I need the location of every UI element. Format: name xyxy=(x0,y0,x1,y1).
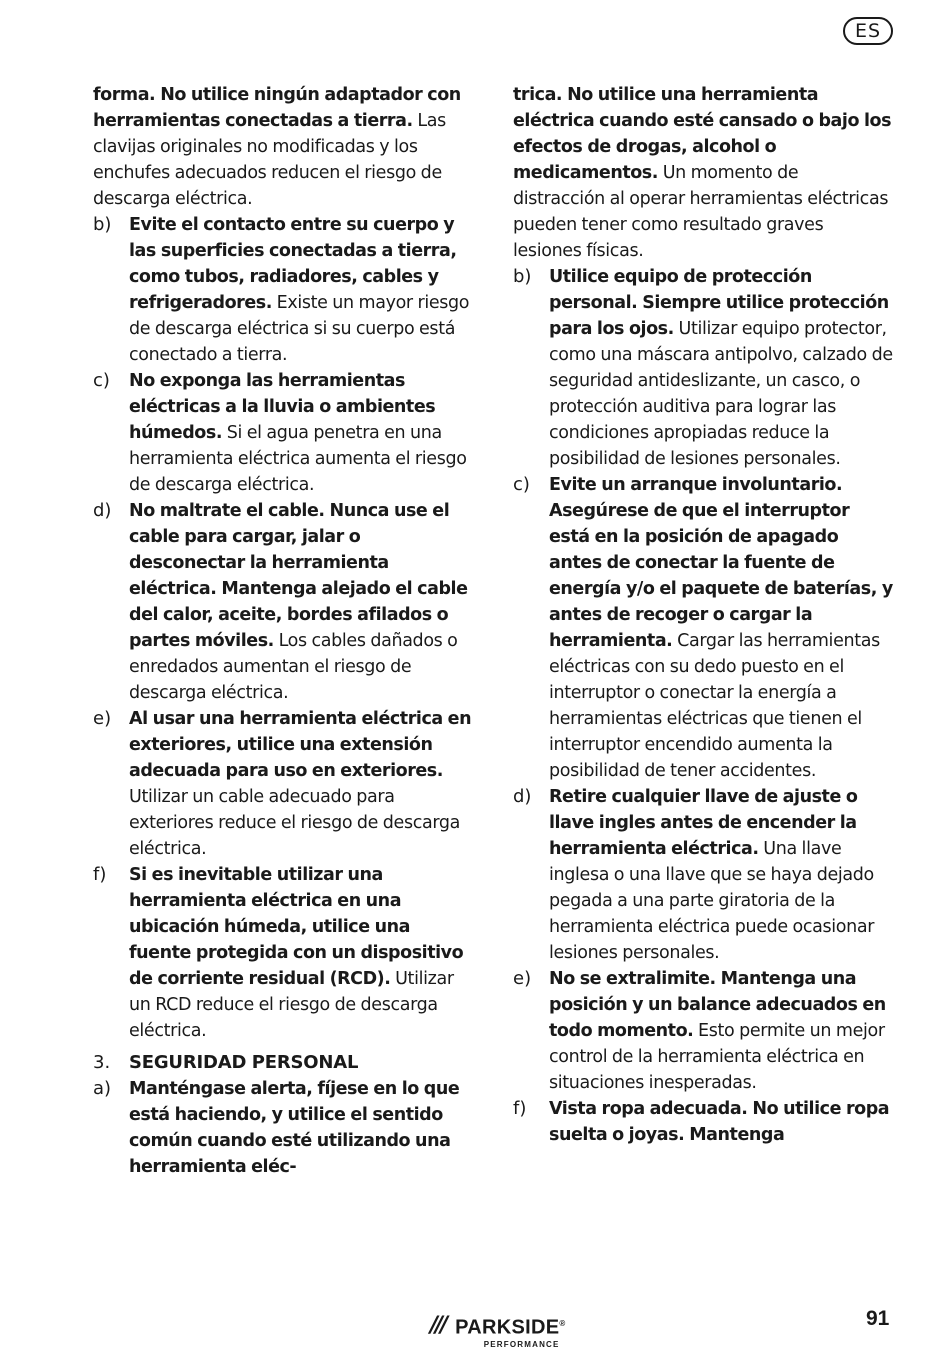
left-column xyxy=(93,82,473,1180)
list-item-bold: Utilice equipo de protección personal. Siempre utilice protección para los ojos. xyxy=(549,267,889,339)
list-item-label: f) xyxy=(93,864,107,885)
list-item-d xyxy=(93,498,473,706)
list-item-f xyxy=(93,862,473,1044)
right-column xyxy=(513,82,893,1148)
right-intro-paragraph xyxy=(513,82,893,264)
section-title: SEGURIDAD PERSONAL xyxy=(129,1052,359,1073)
parkside-logo xyxy=(430,1312,566,1348)
list-item-e xyxy=(513,966,893,1096)
section-number: 3. xyxy=(93,1052,111,1073)
right-intro-text: Un momento de distracción al operar herramientas eléctricas pueden tener como resultado graves lesiones físicas. xyxy=(513,163,889,261)
section-heading xyxy=(93,1050,473,1076)
list-item-b xyxy=(93,212,473,368)
list-item-text: Utilizar un cable adecuado para exteriores reduce el riesgo de descarga eléctrica. xyxy=(129,787,461,859)
list-item-bold: Vista ropa adecuada. No utilice ropa suelta o joyas. Mantenga xyxy=(549,1099,890,1145)
list-item-label: f) xyxy=(513,1098,527,1119)
left-intro-text: Las clavijas originales no modificadas y los enchufes adecuados reducen el riesgo de descarga eléctrica. xyxy=(93,111,446,209)
list-item-text: Los cables dañados o enredados aumentan el riesgo de descarga eléctrica. xyxy=(129,631,458,703)
list-item-e xyxy=(93,706,473,862)
list-item-label: d) xyxy=(513,786,532,807)
list-item-text: Cargar las herramientas eléctricas con su dedo puesto en el interruptor o conectar la energía a herramientas eléctricas que tienen el interruptor encendido aumenta la posibilidad de tener accidentes. xyxy=(549,631,880,781)
list-item-a xyxy=(93,1076,473,1180)
list-item-bold: Retire cualquier llave de ajuste o llave ingles antes de encender la herramienta eléctrica. xyxy=(549,787,858,859)
list-item-f xyxy=(513,1096,893,1148)
left-intro-bold: forma. No utilice ningún adaptador con herramientas conectadas a tierra. xyxy=(93,85,461,131)
list-item-b xyxy=(513,264,893,472)
list-item-text: Esto permite un mejor control de la herramienta eléctrica en situaciones inesperadas. xyxy=(549,1021,885,1093)
list-item-bold: Manténgase alerta, fíjese en lo que está haciendo, y utilice el sentido común cuando esté utilizando una herramienta eléc- xyxy=(129,1079,460,1177)
list-item-bold: Evite un arranque involuntario. Asegúrese de que el interruptor está en la posición de apagado antes de conectar la fuente de energía y/o el paquete de baterías, y antes de recoger o cargar la herramienta. xyxy=(549,475,893,651)
brand-name: PARKSIDE® xyxy=(455,1316,566,1339)
list-item-bold: No se extralimite. Mantenga una posición y un balance adecuados en todo momento. xyxy=(549,969,886,1041)
list-item-text: Utilizar equipo protector, como una máscara antipolvo, calzado de seguridad antideslizante, un casco, o protección auditiva para lograr las condiciones apropiadas reduce la posibilidad de lesiones personales. xyxy=(549,319,893,469)
list-item-c xyxy=(513,472,893,784)
right-intro-bold: trica. No utilice una herramienta eléctrica cuando esté cansado o bajo los efectos de drogas, alcohol o medicamentos. xyxy=(513,85,892,183)
list-item-label: c) xyxy=(93,370,110,391)
list-item-label: c) xyxy=(513,474,530,495)
list-item-label: e) xyxy=(513,968,532,989)
registered-mark: ® xyxy=(559,1319,566,1328)
list-item-label: b) xyxy=(93,214,112,235)
list-item-bold: Evite el contacto entre su cuerpo y las superficies conectadas a tierra, como tubos, radiadores, cables y refrigeradores. xyxy=(129,215,457,313)
list-item-label: d) xyxy=(93,500,112,521)
logo-slashes-icon: /// xyxy=(430,1313,446,1338)
list-item-text: Una llave inglesa o una llave que se haya dejado pegada a una parte giratoria de la herramienta eléctrica puede ocasionar lesiones personales. xyxy=(549,839,875,963)
list-item-c xyxy=(93,368,473,498)
list-item-text: Utilizar un RCD reduce el riesgo de descarga eléctrica. xyxy=(129,969,454,1041)
language-badge: ES xyxy=(843,17,893,45)
list-item-label: b) xyxy=(513,266,532,287)
list-item-label: e) xyxy=(93,708,112,729)
page-number: 91 xyxy=(866,1307,890,1330)
list-item-bold: No exponga las herramientas eléctricas a la lluvia o ambientes húmedos. xyxy=(129,371,436,443)
list-item-bold: Si es inevitable utilizar una herramienta eléctrica en una ubicación húmeda, utilice una fuente protegida con un dispositivo de corriente residual (RCD). xyxy=(129,865,464,989)
list-item-bold: Al usar una herramienta eléctrica en exteriores, utilice una extensión adecuada para uso en exteriores. xyxy=(129,709,472,781)
list-item-text: Si el agua penetra en una herramienta eléctrica aumenta el riesgo de descarga eléctrica. xyxy=(129,423,467,495)
list-item-label: a) xyxy=(93,1078,112,1099)
list-item-d xyxy=(513,784,893,966)
list-item-bold: No maltrate el cable. Nunca use el cable para cargar, jalar o desconectar la herramienta eléctrica. Mantenga alejado el cable del calor, aceite, bordes afilados o partes móviles. xyxy=(129,501,468,651)
sub-brand: PERFORMANCE xyxy=(483,1339,560,1349)
left-intro-paragraph xyxy=(93,82,473,212)
list-item-text: Existe un mayor riesgo de descarga eléctrica si su cuerpo está conectado a tierra. xyxy=(129,293,470,365)
